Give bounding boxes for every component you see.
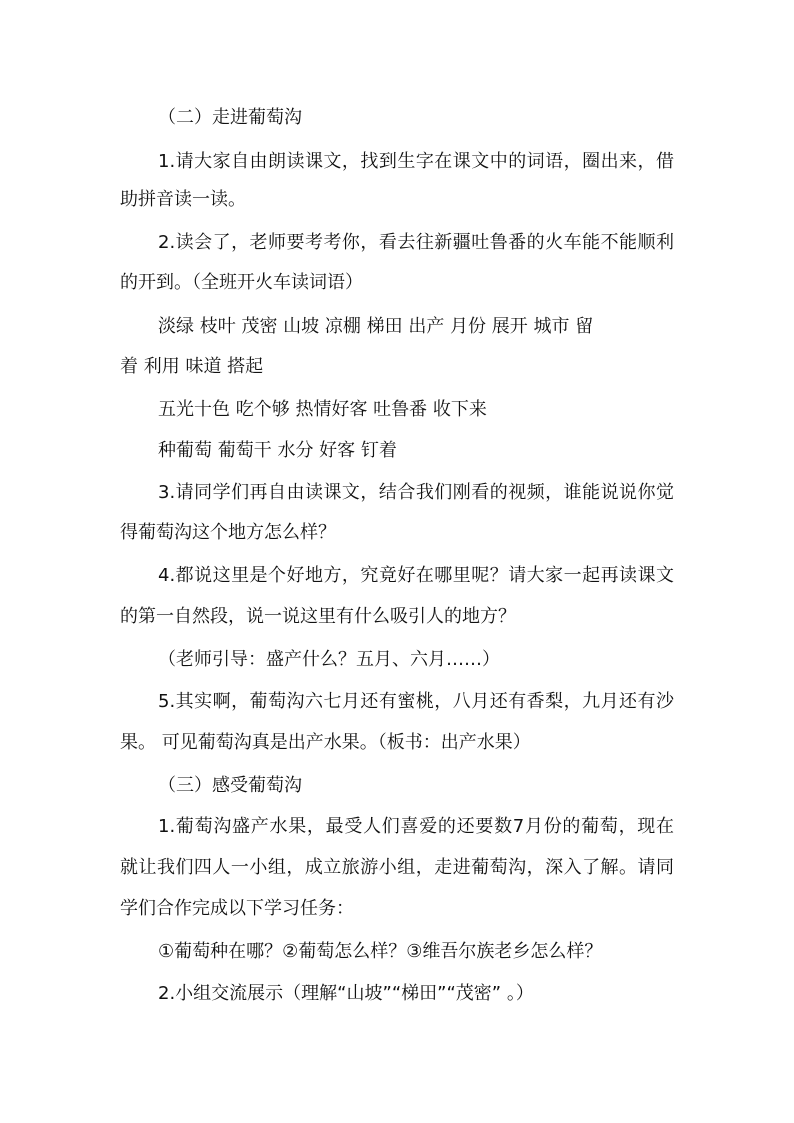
paragraph-6-line-1: 1.葡萄沟盛产水果，最受人们喜爱的还要数7月份的葡萄，现在 — [158, 816, 674, 837]
paragraph-3-line-1: 3.请同学们再自由读课文，结合我们刚看的视频，谁能说说你觉 — [158, 482, 674, 503]
paragraph-7: 2.小组交流展示（理解“山坡”“梯田”“茂密” 。） — [158, 983, 534, 1004]
word-list-line-4: 种葡萄 葡萄干 水分 好客 钉着 — [158, 440, 397, 461]
paragraph-6-line-2: 就让我们四人一小组，成立旅游小组，走进葡萄沟，深入了解。请同 — [120, 857, 674, 878]
word-list-line-2: 着 利用 味道 搭起 — [120, 356, 264, 377]
paragraph-3-line-2: 得葡萄沟这个地方怎么样？ — [120, 522, 336, 543]
paragraph-1-line-2: 助拼音读一读。 — [120, 189, 246, 210]
word-list-line-3: 五光十色 吃个够 热情好客 吐鲁番 收下来 — [158, 399, 487, 420]
paragraph-4-line-1: 4.都说这里是个好地方，究竟好在哪里呢？请大家一起再读课文 — [158, 565, 674, 586]
paragraph-2-line-2: 的开到。（全班开火车读词语） — [120, 272, 363, 293]
section-heading-three: （三）感受葡萄沟 — [158, 775, 302, 796]
learning-tasks: ①葡萄种在哪？②葡萄怎么样？③维吾尔族老乡怎么样？ — [158, 941, 603, 962]
word-list-line-1: 淡绿 枝叶 茂密 山坡 凉棚 梯田 出产 月份 展开 城市 留 — [158, 316, 594, 337]
paragraph-6-line-3: 学们合作完成以下学习任务： — [120, 898, 354, 919]
teacher-guidance: （老师引导：盛产什么？五月、六月……） — [158, 649, 500, 670]
paragraph-5-line-1: 5.其实啊，葡萄沟六七月还有蜜桃，八月还有香梨，九月还有沙 — [158, 691, 674, 712]
section-heading-two: （二）走进葡萄沟 — [158, 107, 302, 128]
paragraph-4-line-2: 的第一自然段，说一说这里有什么吸引人的地方？ — [120, 606, 516, 627]
paragraph-5-line-2: 果。 可见葡萄沟真是出产水果。（板书：出产水果） — [120, 732, 531, 753]
paragraph-2-line-1: 2.读会了，老师要考考你，看去往新疆吐鲁番的火车能不能顺利 — [158, 232, 674, 253]
paragraph-1-line-1: 1.请大家自由朗读课文，找到生字在课文中的词语，圈出来，借 — [158, 151, 674, 172]
